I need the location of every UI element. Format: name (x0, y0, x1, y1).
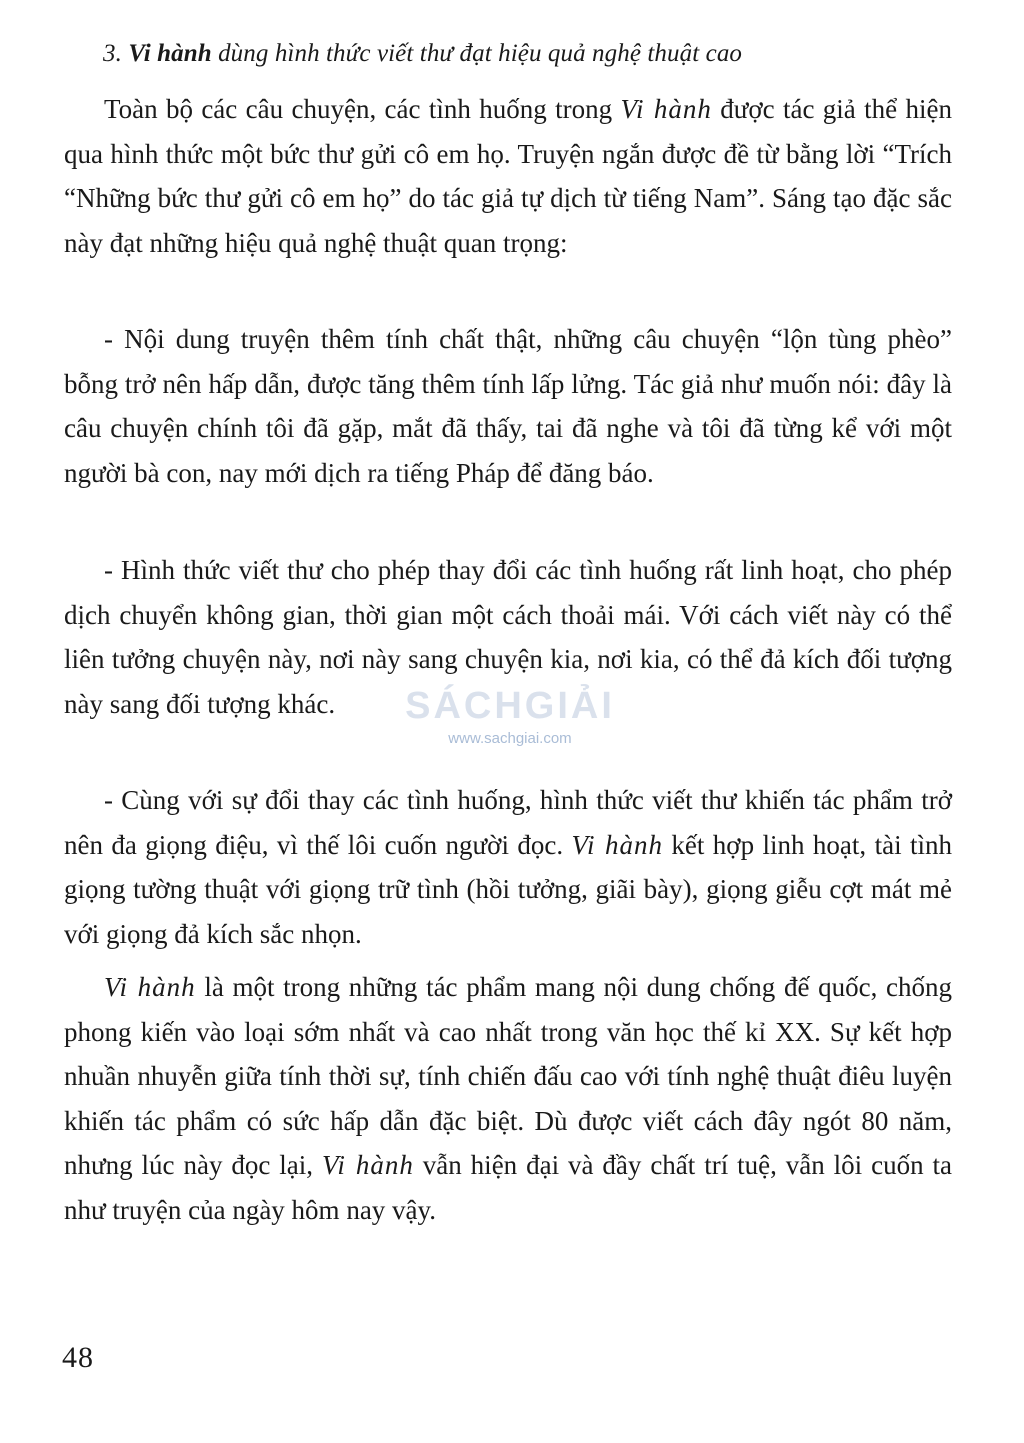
paragraph-3 (64, 548, 952, 726)
paragraph-4 (64, 778, 952, 956)
work-title-italic: Vi hành (321, 1150, 414, 1180)
paragraph-2-text: - Nội dung truyện thêm tính chất thật, những câu chuyện “lộn tùng phèo” bỗng trở nên hấp dẫn, được tăng thêm tính lấp lửng. Tác giả như muốn nói: đây là câu chuyện chính tôi đã gặp, mắt đã thấy, tai đã nghe và tôi đã từng kể với một người bà con, nay mới dịch ra tiếng Pháp để đăng báo. (64, 324, 952, 488)
work-title-italic: Vi hành (104, 972, 196, 1002)
page-number: 48 (62, 1341, 94, 1374)
watermark-url: www.sachgiai.com (448, 730, 572, 747)
heading-number: 3. (103, 40, 129, 67)
work-title-italic: Vi hành (620, 94, 712, 124)
heading-work-title: Vi hành (128, 40, 212, 67)
paragraph-4-text: - Cùng với sự đổi thay các tình huống, hình thức viết thư khiến tác phẩm trở nên đa giọng điệu, vì thế lôi cuốn người đọc. (64, 785, 952, 860)
paragraph-5 (64, 965, 952, 1232)
paragraph-1 (64, 87, 952, 265)
watermark-logo: SÁCHGIẢI (405, 685, 615, 727)
paragraph-1-text: Toàn bộ các câu chuyện, các tình huống trong (104, 94, 621, 124)
paragraph-3-text: - Hình thức viết thư cho phép thay đổi các tình huống rất linh hoạt, cho phép dịch chuyển không gian, thời gian một cách thoải mái. Với cách viết này có thể liên tưởng chuyện này, nơi này sang chuyện kia, nơi kia, có thể đả kích đối tượng này sang đối tượng khác. (64, 555, 952, 719)
paragraph-5-text: là một trong những tác phẩm mang nội dung chống đế quốc, chống phong kiến vào loại sớm nhất và cao nhất trong văn học thế kỉ XX. Sự kết hợp nhuần nhuyễn giữa tính thời sự, tính chiến đấu cao với tính nghệ thuật điêu luyện khiến tác phẩm có sức hấp dẫn đặc biệt. Dù được viết cách đây ngót 80 năm, nhưng lúc này đọc lại, (64, 972, 952, 1180)
work-title-italic: Vi hành (571, 829, 663, 860)
heading-text: dùng hình thức viết thư đạt hiệu quả nghệ thuật cao (211, 40, 743, 67)
paragraph-4-text-rest: kết hợp linh hoạt, tài tình giọng tường thuật với giọng trữ tình (hồi tưởng, giãi bày), giọng giễu cợt mát mẻ với giọng đả kích sắc nhọn. (64, 829, 952, 949)
paragraph-2 (64, 317, 952, 495)
paragraph-5-text-rest: vẫn hiện đại và đầy chất trí tuệ, vẫn lôi cuốn ta như truyện của ngày hôm nay vậy. (64, 1150, 952, 1225)
section-heading (103, 40, 963, 68)
paragraph-1-text-rest: được tác giả thể hiện qua hình thức một bức thư gửi cô em họ. Truyện ngắn được đề từ bằng lời “Trích “Những bức thư gửi cô em họ” do tác giả tự dịch từ tiếng Nam”. Sáng tạo đặc sắc này đạt những hiệu quả nghệ thuật quan trọng: (64, 94, 952, 258)
